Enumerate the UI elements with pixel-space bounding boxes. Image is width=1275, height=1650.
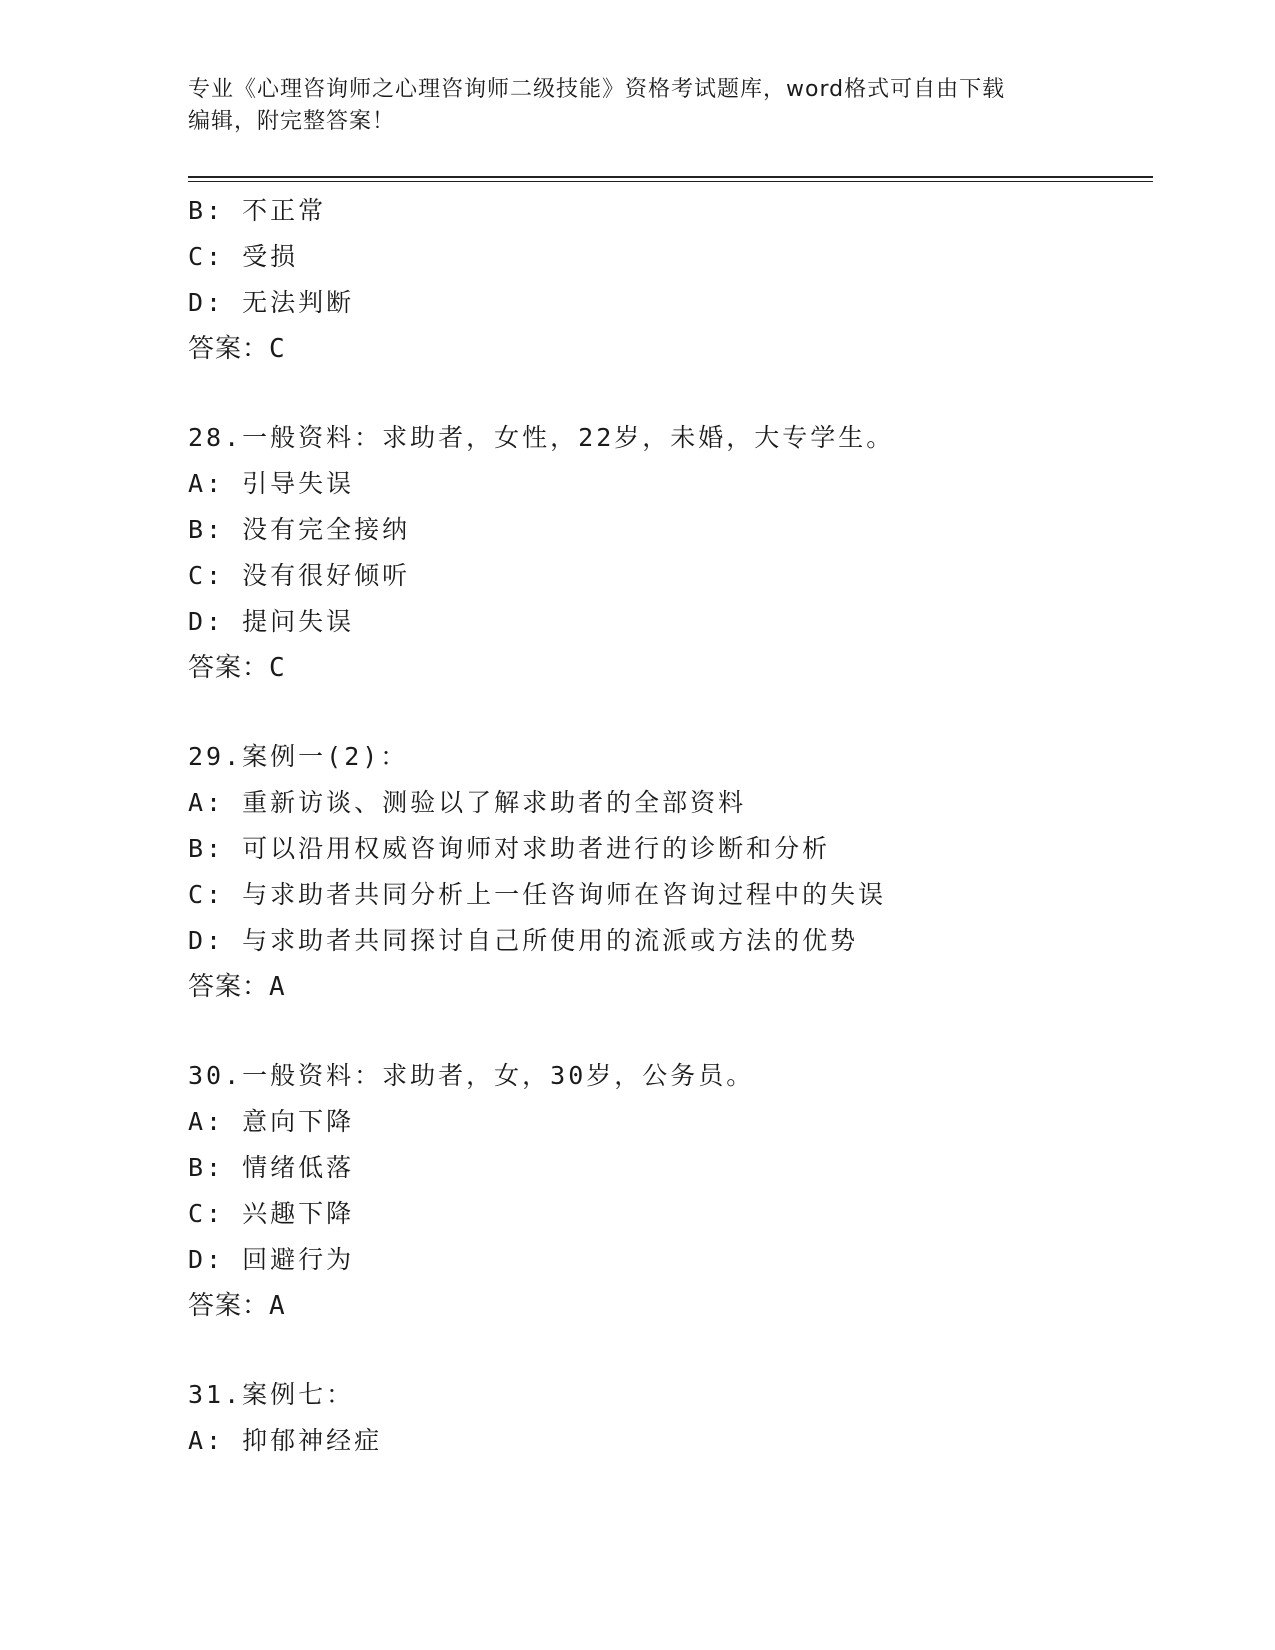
option: D: 回避行为: [188, 1245, 355, 1274]
answer-line: [188, 326, 1148, 372]
question-block: [188, 1372, 1148, 1464]
answer-line: [188, 645, 1148, 691]
question-block: [188, 415, 1148, 691]
answer-value: C: [269, 334, 286, 364]
answer-label: 答案：: [188, 972, 270, 1002]
option: C: 与求助者共同分析上一任咨询师在咨询过程中的失误: [188, 880, 887, 909]
option: D: 与求助者共同探讨自己所使用的流派或方法的优势: [188, 926, 859, 955]
answer-line: [188, 964, 1148, 1010]
question-text: 31.案例七：: [188, 1380, 355, 1409]
option: B: 不正常: [188, 196, 327, 225]
option: C: 兴趣下降: [188, 1199, 355, 1228]
question-block: [188, 188, 1148, 372]
header-divider-thick: [188, 176, 1153, 178]
option: B: 情绪低落: [188, 1153, 355, 1182]
block-spacer: [188, 1010, 1148, 1053]
answer-value: C: [269, 653, 286, 683]
answer-value: A: [269, 972, 286, 1002]
document-header: [188, 74, 1068, 138]
block-spacer: [188, 372, 1148, 415]
option: C: 受损: [188, 242, 299, 271]
answer-label: 答案：: [188, 653, 270, 683]
option: D: 无法判断: [188, 288, 355, 317]
header-line-1: 专业《心理咨询师之心理咨询师二级技能》资格考试题库，word格式可自由下载: [188, 77, 1006, 102]
option: D: 提问失误: [188, 607, 355, 636]
question-text: 29.案例一(2)：: [188, 742, 409, 771]
question-text: 28.一般资料：求助者，女性，22岁，未婚，大专学生。: [188, 423, 895, 452]
answer-value: A: [269, 1291, 286, 1321]
question-block: [188, 734, 1148, 1010]
option: B: 可以沿用权威咨询师对求助者进行的诊断和分析: [188, 834, 831, 863]
header-divider-thin: [188, 181, 1153, 182]
question-list: [188, 188, 1148, 1464]
block-spacer: [188, 1329, 1148, 1372]
answer-label: 答案：: [188, 334, 270, 364]
option: A: 重新访谈、测验以了解求助者的全部资料: [188, 788, 747, 817]
option: B: 没有完全接纳: [188, 515, 411, 544]
option: A: 意向下降: [188, 1107, 355, 1136]
option: C: 没有很好倾听: [188, 561, 411, 590]
answer-line: [188, 1283, 1148, 1329]
block-spacer: [188, 691, 1148, 734]
question-text: 30.一般资料：求助者，女，30岁，公务员。: [188, 1061, 755, 1090]
option: A: 引导失误: [188, 469, 355, 498]
option: A: 抑郁神经症: [188, 1426, 383, 1455]
header-line-2: 编辑，附完整答案！: [188, 109, 396, 134]
answer-label: 答案：: [188, 1291, 270, 1321]
question-block: [188, 1053, 1148, 1329]
